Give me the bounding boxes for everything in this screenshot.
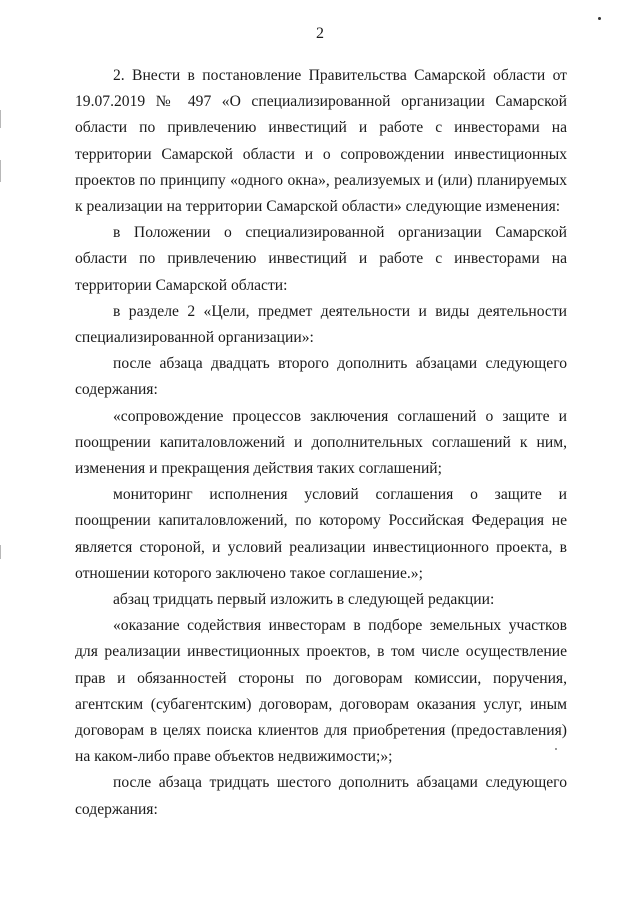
paragraph: абзац тридцать первый изложить в следующей редакции: [113,591,495,609]
paragraph: после абзаца тридцать шестого дополнить абзацами следующего содержания: [75,774,567,818]
paragraph: в Положении о специализированной организации Самарской области по привлечению инвестиций и работе с инвесторами на территории Самарской области: [75,224,567,294]
scan-edge-mark [0,545,1,559]
paragraph: 2. Внести в постановление Правительства Самарской области от 19.07.2019 № 497 «О специализированной организации Самарской области по привлечению инвестиций и работе с инвесторами на территории Самарской области и о сопровождении инвестиционных проектов по принципу «одного окна», реализуемых и (или) планируемых к реализации на территории Самарской области» следующие изменения: [75,67,567,216]
scan-speck [555,748,557,750]
scan-speck [598,17,601,20]
document-body [75,63,567,823]
page-number: 2 [316,25,324,42]
scan-edge-mark [0,110,1,128]
scan-edge-mark [0,160,1,182]
paragraph: «сопровождение процессов заключения соглашений о защите и поощрении капиталовложений и дополнительных соглашений к ним, изменения и прекращения действия таких соглашений; [75,407,567,478]
paragraph: мониторинг исполнения условий соглашения о защите и поощрении капиталовложений, по которому Российская Федерация не является стороной, и условий реализации инвестиционного проекта, в отношении которого заключено такое соглашение.»; [75,486,567,582]
paragraph: после абзаца двадцать второго дополнить абзацами следующего содержания: [75,355,567,399]
paragraph: в разделе 2 «Цели, предмет деятельности и виды деятельности специализированной организации»: [75,302,567,347]
paragraph: «оказание содействия инвесторам в подборе земельных участков для реализации инвестиционных проектов, в том числе осуществление прав и обязанностей стороны по договорам комиссии, поручения, агентским (субагентским) договорам, договорам оказания услуг, иным договорам в целях поиска клиентов для приобретения (предоставления) на каком-либо праве объектов недвижимости;»; [75,617,567,766]
